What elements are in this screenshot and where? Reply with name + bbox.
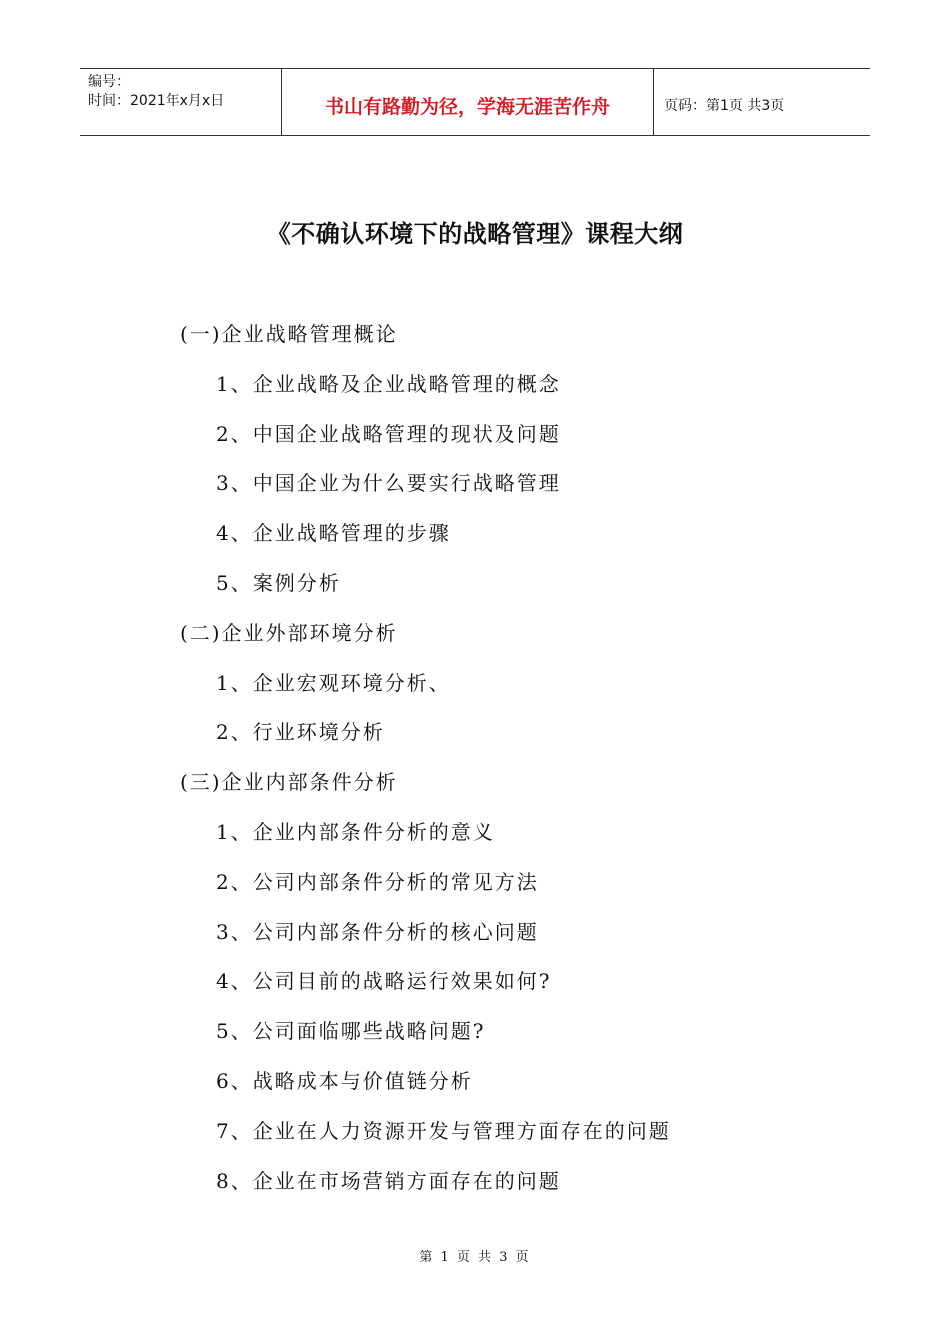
outline-list-item: 3、中国企业为什么要实行战略管理 [216,471,561,496]
outline-list-item: 2、行业环境分析 [216,720,385,745]
header-motto: 书山有路勤为径，学海无涯苦作舟 [324,95,610,118]
outline-list-item: 1、企业战略及企业战略管理的概念 [216,371,561,396]
document-date-label: 时间：2021年x月x日 [88,93,225,109]
outline-list-item: 3、公司内部条件分析的核心问题 [216,919,539,944]
page-footer: 第 1 页 共 3 页 [419,1250,531,1265]
outline-section-heading: (二)企业外部环境分析 [180,620,398,645]
document-number-label: 编号： [88,74,130,90]
outline-list-item: 5、公司面临哪些战略问题? [216,1019,486,1044]
course-outline [0,316,950,1212]
outline-list-item: 6、战略成本与价值链分析 [216,1068,473,1093]
outline-section-heading: (一)企业战略管理概论 [180,322,398,346]
document-title: 《不确认环境下的战略管理》课程大纲 [266,220,684,248]
outline-list-item: 1、企业内部条件分析的意义 [216,819,495,844]
outline-list-item: 7、企业在人力资源开发与管理方面存在的问题 [216,1118,671,1143]
document-header [80,68,870,136]
outline-section-heading: (三)企业内部条件分析 [180,770,398,795]
outline-list-item: 5、案例分析 [216,570,341,595]
outline-list-item: 2、中国企业战略管理的现状及问题 [216,421,561,446]
header-page-cell [654,69,870,135]
outline-list-item: 2、公司内部条件分析的常见方法 [216,869,539,894]
header-meta-cell [80,69,282,135]
outline-list-item: 8、企业在市场营销方面存在的问题 [216,1168,561,1193]
header-motto-cell [282,69,654,135]
header-page-number: 页码：第1页 共3页 [664,98,785,114]
outline-list-item: 1、企业宏观环境分析、 [216,670,451,695]
outline-list-item: 4、公司目前的战略运行效果如何? [216,969,552,994]
outline-list-item: 4、企业战略管理的步骤 [216,521,451,546]
